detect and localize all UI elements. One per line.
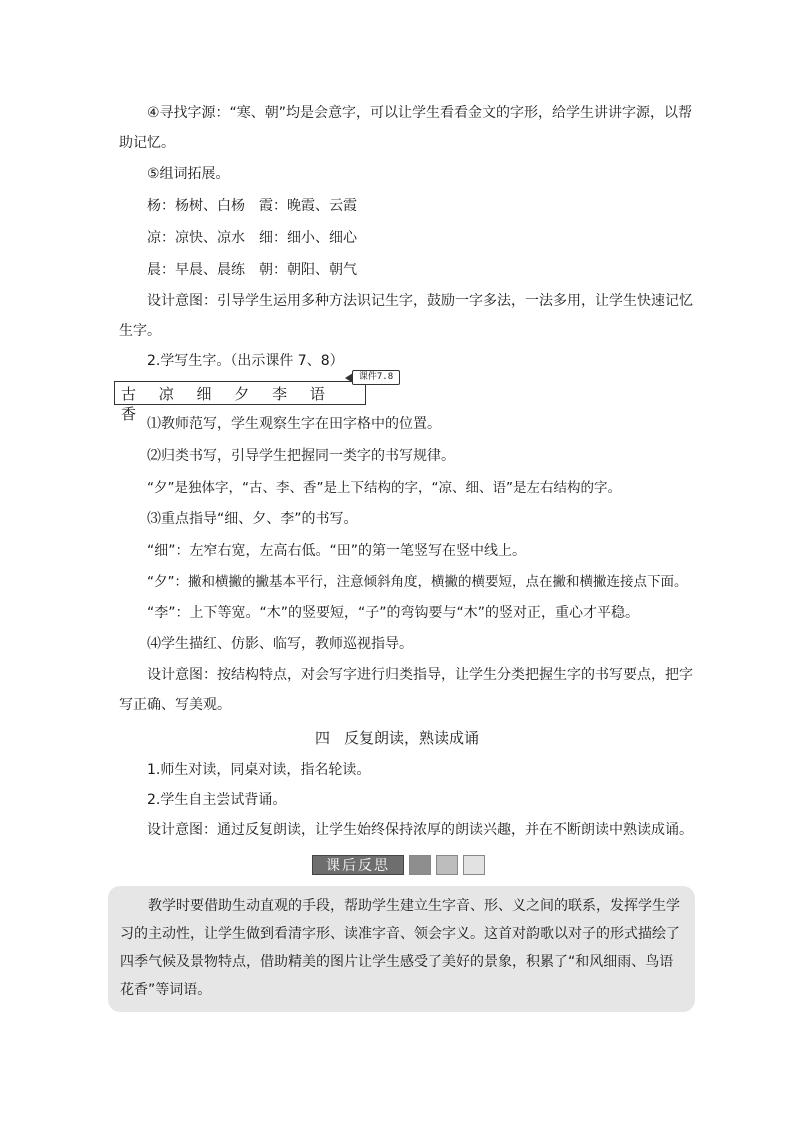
word-row-3: 晨：早晨、晨练 朝：朝阳、朝气 bbox=[147, 262, 357, 278]
section-4-heading bbox=[0, 727, 794, 748]
para-words-heading: ⑤组词拓展。 bbox=[147, 166, 230, 182]
note-li: “李”：上下等宽。“木”的竖要短，“子”的弯钩要与“木”的竖对正，重心才平稳。 bbox=[147, 605, 640, 621]
design-intent-2b: 写正确、写美观。 bbox=[119, 697, 231, 713]
para-origin-2: 助记忆。 bbox=[119, 135, 175, 151]
design-intent-2a: 设计意图：按结构特点，对会写字进行归类指导，让学生分类把握生字的书写要点，把字 bbox=[147, 667, 693, 683]
writing-step-3: ⑶重点指导“细、夕、李”的书写。 bbox=[147, 511, 358, 527]
design-intent-1a: 设计意图：引导学生运用多种方法识记生字，鼓励一字多法，一法多用，让学生快速记忆 bbox=[147, 293, 693, 309]
decor-square-1 bbox=[409, 855, 431, 875]
section-4-title: 反复朗读，熟读成诵 bbox=[344, 729, 480, 747]
reflection-box bbox=[108, 886, 695, 1012]
step-2-heading: 2.学写生字。（出示课件 7、8） bbox=[147, 353, 344, 369]
decor-square-2 bbox=[436, 855, 458, 875]
decor-square-3 bbox=[463, 855, 485, 875]
reading-step-2: 2.学生自主尝试背诵。 bbox=[147, 792, 287, 808]
writing-step-1: ⑴教师范写，学生观察生字在田字格中的位置。 bbox=[147, 416, 441, 432]
reflection-text: 教学时要借助生动直观的手段，帮助学生建立生字音、形、义之间的联系，发挥学生学习的主动性，让学生做到看清字形、读准字音、领会字义。这首对韵歌以对子的形式描绘了四季气候及景物特点，借助精美的图片让学生感受了美好的景象，积累了“和风细雨、鸟语花香”等词语。 bbox=[120, 898, 680, 998]
character-list: 古 凉 细 夕 李 语 香 bbox=[121, 385, 334, 423]
design-intent-3: 设计意图：通过反复朗读，让学生始终保持浓厚的朗读兴趣，并在不断朗读中熟读成诵。 bbox=[147, 822, 693, 838]
note-xi: “细”：左窄右宽，左高右低。“田”的第一笔竖写在竖中线上。 bbox=[147, 543, 527, 559]
note-xi2: “夕”：撇和横撇的撇基本平行，注意倾斜角度，横撇的横要短，点在撇和横撇连接点下面。 bbox=[147, 574, 688, 590]
writing-step-4: ⑷学生描红、仿影、临写，教师巡视指导。 bbox=[147, 636, 413, 652]
design-intent-1b: 生字。 bbox=[119, 323, 161, 339]
word-row-1: 杨：杨树、白杨 霞：晚霞、云霞 bbox=[147, 198, 357, 214]
reflection-title-bar: 课后反思 bbox=[312, 855, 404, 875]
structure-note: “夕”是独体字，“古、李、香”是上下结构的字，“凉、细、语”是左右结构的字。 bbox=[147, 480, 621, 496]
section-4-number: 四 bbox=[314, 729, 330, 747]
word-row-2: 凉：凉快、凉水 细：细小、细心 bbox=[147, 230, 357, 246]
reading-step-1: 1.师生对读，同桌对读，指名轮读。 bbox=[147, 762, 371, 778]
courseware-tag: 课件7.8 bbox=[352, 370, 400, 385]
para-origin-1: ④寻找字源：“寒、朝”均是会意字，可以让学生看看金文的字形，给学生讲讲字源，以帮 bbox=[147, 105, 693, 121]
character-box bbox=[114, 381, 366, 423]
writing-step-2: ⑵归类书写，引导学生把握同一类字的书写规律。 bbox=[147, 448, 455, 464]
